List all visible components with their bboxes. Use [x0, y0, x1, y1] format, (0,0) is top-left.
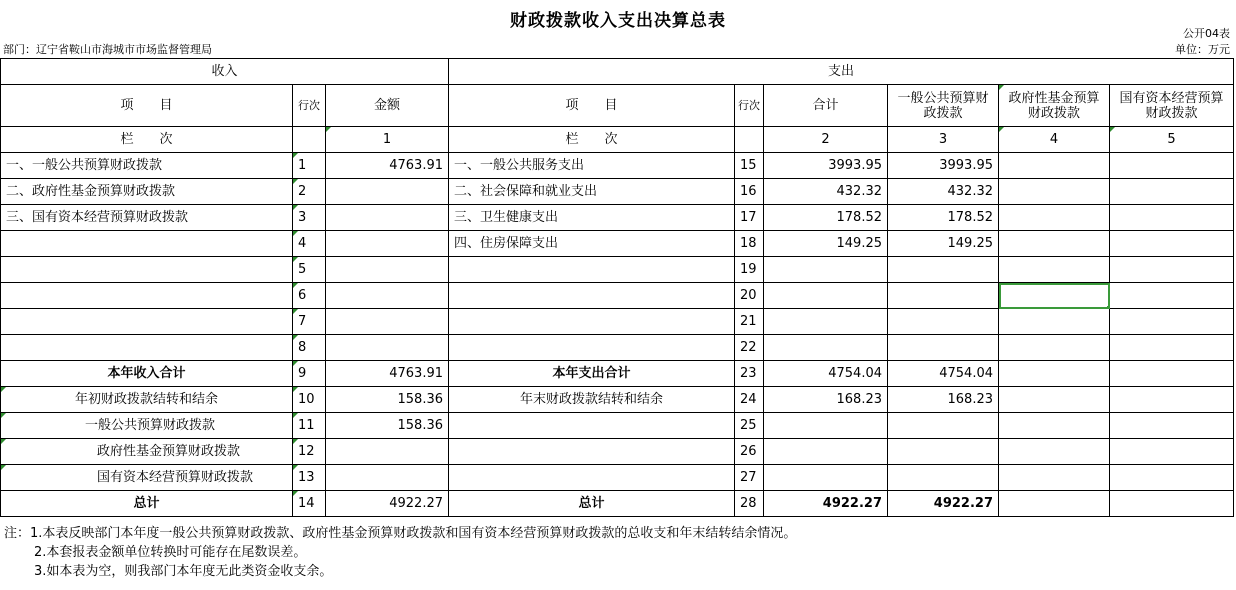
gov-fund-cell[interactable] — [999, 153, 1110, 179]
fiscal-summary-table — [0, 58, 1234, 517]
gov-fund-cell[interactable] — [999, 231, 1110, 257]
general-budget-cell[interactable]: 432.32 — [888, 179, 999, 205]
state-capital-cell[interactable] — [1110, 179, 1234, 205]
state-capital-header[interactable]: 国有资本经营预算财政拨款 — [1110, 85, 1234, 127]
income-item-cell[interactable] — [1, 283, 293, 309]
general-budget-cell[interactable]: 168.23 — [888, 387, 999, 413]
total-header[interactable]: 合计 — [764, 85, 888, 127]
general-budget-cell[interactable] — [888, 439, 999, 465]
income-item-cell[interactable]: 一般公共预算财政拨款 — [1, 413, 293, 439]
expense-total-cell[interactable]: 168.23 — [764, 387, 888, 413]
gov-fund-cell[interactable] — [999, 335, 1110, 361]
table-row — [1, 413, 1234, 439]
table-row — [1, 283, 1234, 309]
empty-cell[interactable] — [293, 127, 326, 153]
income-row-no-cell[interactable]: 9 — [293, 361, 326, 387]
expense-total-cell[interactable]: 4922.27 — [764, 491, 888, 517]
amount-header[interactable]: 金额 — [326, 85, 449, 127]
form-code: 公开04表 — [1183, 27, 1230, 40]
expense-total-cell[interactable]: 432.32 — [764, 179, 888, 205]
income-row-no-cell[interactable]: 7 — [293, 309, 326, 335]
general-budget-cell[interactable]: 178.52 — [888, 205, 999, 231]
income-amount-cell[interactable] — [326, 439, 449, 465]
gov-fund-cell[interactable] — [999, 205, 1110, 231]
general-budget-cell[interactable] — [888, 465, 999, 491]
table-row — [1, 439, 1234, 465]
expense-item-cell[interactable] — [449, 439, 735, 465]
table-row — [1, 361, 1234, 387]
income-amount-cell[interactable] — [326, 179, 449, 205]
income-item-cell[interactable]: 年初财政拨款结转和结余 — [1, 387, 293, 413]
expense-row-no-cell[interactable]: 22 — [735, 335, 764, 361]
expense-item-cell[interactable]: 一、一般公共服务支出 — [449, 153, 735, 179]
table-row — [1, 465, 1234, 491]
general-budget-cell[interactable]: 149.25 — [888, 231, 999, 257]
state-capital-cell[interactable] — [1110, 153, 1234, 179]
table-row — [1, 257, 1234, 283]
state-capital-cell[interactable] — [1110, 465, 1234, 491]
expense-item-cell[interactable]: 总计 — [449, 491, 735, 517]
lanci-label[interactable]: 栏 次 — [449, 127, 735, 153]
state-capital-cell[interactable] — [1110, 283, 1234, 309]
state-capital-cell[interactable] — [1110, 361, 1234, 387]
state-capital-cell[interactable] — [1110, 205, 1234, 231]
table-row — [1, 153, 1234, 179]
general-budget-cell[interactable]: 4754.04 — [888, 361, 999, 387]
state-capital-cell[interactable] — [1110, 335, 1234, 361]
lanci-label[interactable]: 栏 次 — [1, 127, 293, 153]
general-budget-cell[interactable] — [888, 335, 999, 361]
general-budget-cell[interactable]: 3993.95 — [888, 153, 999, 179]
expense-item-cell[interactable] — [449, 335, 735, 361]
expense-row-no-cell[interactable]: 21 — [735, 309, 764, 335]
income-item-cell[interactable]: 国有资本经营预算财政拨款 — [1, 465, 293, 491]
expense-item-cell[interactable] — [449, 413, 735, 439]
gov-fund-cell[interactable] — [999, 387, 1110, 413]
table-row — [1, 309, 1234, 335]
income-item-header[interactable]: 项 目 — [1, 85, 293, 127]
income-row-no-cell[interactable]: 1 — [293, 153, 326, 179]
expense-item-cell[interactable] — [449, 465, 735, 491]
expense-row-no-cell[interactable]: 17 — [735, 205, 764, 231]
income-item-cell[interactable] — [1, 257, 293, 283]
state-capital-cell[interactable] — [1110, 309, 1234, 335]
expense-total-cell[interactable] — [764, 465, 888, 491]
gov-fund-cell[interactable] — [999, 413, 1110, 439]
state-capital-cell[interactable] — [1110, 439, 1234, 465]
expense-total-cell[interactable]: 3993.95 — [764, 153, 888, 179]
col-number-5[interactable]: 5 — [1110, 127, 1234, 153]
gov-fund-cell[interactable] — [999, 257, 1110, 283]
unit-label: 单位：万元 — [1175, 43, 1230, 56]
income-item-cell[interactable]: 三、国有资本经营预算财政拨款 — [1, 205, 293, 231]
expense-item-cell[interactable]: 四、住房保障支出 — [449, 231, 735, 257]
expense-row-no-cell[interactable]: 15 — [735, 153, 764, 179]
gov-fund-cell[interactable] — [999, 491, 1110, 517]
expense-total-cell[interactable] — [764, 283, 888, 309]
table-row — [1, 335, 1234, 361]
income-amount-cell[interactable]: 4922.27 — [326, 491, 449, 517]
expense-total-cell[interactable] — [764, 257, 888, 283]
expense-row-no-cell[interactable]: 16 — [735, 179, 764, 205]
expense-total-cell[interactable]: 4754.04 — [764, 361, 888, 387]
general-budget-cell[interactable] — [888, 413, 999, 439]
general-budget-cell[interactable] — [888, 309, 999, 335]
income-row-no-cell[interactable]: 10 — [293, 387, 326, 413]
expense-item-cell[interactable]: 二、社会保障和就业支出 — [449, 179, 735, 205]
footnotes — [4, 524, 796, 581]
gov-fund-cell[interactable] — [999, 361, 1110, 387]
income-row-no-cell[interactable]: 11 — [293, 413, 326, 439]
empty-cell[interactable] — [735, 127, 764, 153]
expense-item-cell[interactable] — [449, 283, 735, 309]
gov-fund-cell[interactable] — [999, 179, 1110, 205]
state-capital-cell[interactable] — [1110, 387, 1234, 413]
expense-row-no-cell[interactable]: 19 — [735, 257, 764, 283]
income-item-cell[interactable]: 一、一般公共预算财政拨款 — [1, 153, 293, 179]
expense-row-no-cell[interactable]: 23 — [735, 361, 764, 387]
footnote-3: 3.如本表为空，则我部门本年度无此类资金收支余。 — [34, 564, 333, 579]
expense-total-cell[interactable] — [764, 439, 888, 465]
expense-item-cell[interactable]: 年末财政拨款结转和结余 — [449, 387, 735, 413]
income-amount-cell[interactable] — [326, 335, 449, 361]
col-number-4[interactable]: 4 — [999, 127, 1110, 153]
income-row-no-cell[interactable]: 5 — [293, 257, 326, 283]
income-row-no-cell[interactable]: 13 — [293, 465, 326, 491]
gov-fund-cell[interactable] — [999, 309, 1110, 335]
income-amount-cell[interactable]: 4763.91 — [326, 153, 449, 179]
income-row-no-cell[interactable]: 2 — [293, 179, 326, 205]
income-row-no-cell[interactable]: 6 — [293, 283, 326, 309]
expense-item-cell[interactable] — [449, 257, 735, 283]
state-capital-cell[interactable] — [1110, 413, 1234, 439]
income-row-no-cell[interactable]: 3 — [293, 205, 326, 231]
gov-fund-cell[interactable] — [999, 439, 1110, 465]
footnote-1: 注：1.本表反映部门本年度一般公共预算财政拨款、政府性基金预算财政拨款和国有资本经营预算财政拨款的总收支和年末结转结余情况。 — [4, 526, 797, 541]
expense-total-cell[interactable]: 178.52 — [764, 205, 888, 231]
income-amount-cell[interactable] — [326, 283, 449, 309]
general-budget-cell[interactable]: 4922.27 — [888, 491, 999, 517]
general-budget-header[interactable]: 一般公共预算财政拨款 — [888, 85, 999, 127]
col-number-1[interactable]: 1 — [326, 127, 449, 153]
expense-total-cell[interactable] — [764, 309, 888, 335]
expense-total-cell[interactable] — [764, 335, 888, 361]
income-amount-cell[interactable]: 158.36 — [326, 413, 449, 439]
state-capital-cell[interactable] — [1110, 491, 1234, 517]
expense-row-no-cell[interactable]: 24 — [735, 387, 764, 413]
income-row-no-cell[interactable]: 4 — [293, 231, 326, 257]
expense-row-no-header[interactable]: 行次 — [735, 85, 764, 127]
income-item-cell[interactable]: 总计 — [1, 491, 293, 517]
state-capital-cell[interactable] — [1110, 257, 1234, 283]
expense-row-no-cell[interactable]: 25 — [735, 413, 764, 439]
table-row — [1, 179, 1234, 205]
income-row-no-cell[interactable]: 12 — [293, 439, 326, 465]
expense-row-no-cell[interactable]: 18 — [735, 231, 764, 257]
expense-row-no-cell[interactable]: 26 — [735, 439, 764, 465]
expense-section-header[interactable]: 支出 — [449, 59, 1234, 85]
general-budget-cell[interactable] — [888, 283, 999, 309]
income-row-no-cell[interactable]: 8 — [293, 335, 326, 361]
expense-total-cell[interactable] — [764, 413, 888, 439]
col-number-2[interactable]: 2 — [764, 127, 888, 153]
income-row-no-cell[interactable]: 14 — [293, 491, 326, 517]
col-number-3[interactable]: 3 — [888, 127, 999, 153]
expense-item-cell[interactable] — [449, 309, 735, 335]
expense-item-header[interactable]: 项 目 — [449, 85, 735, 127]
gov-fund-cell[interactable] — [999, 283, 1110, 309]
expense-row-no-cell[interactable]: 20 — [735, 283, 764, 309]
income-item-cell[interactable]: 二、政府性基金预算财政拨款 — [1, 179, 293, 205]
table-row — [1, 205, 1234, 231]
income-row-no-header[interactable]: 行次 — [293, 85, 326, 127]
gov-fund-cell[interactable] — [999, 465, 1110, 491]
state-capital-cell[interactable] — [1110, 231, 1234, 257]
income-item-cell[interactable] — [1, 335, 293, 361]
income-amount-cell[interactable] — [326, 257, 449, 283]
table-row — [1, 231, 1234, 257]
income-item-cell[interactable] — [1, 309, 293, 335]
expense-item-cell[interactable]: 本年支出合计 — [449, 361, 735, 387]
income-amount-cell[interactable]: 4763.91 — [326, 361, 449, 387]
income-amount-cell[interactable] — [326, 465, 449, 491]
income-amount-cell[interactable] — [326, 231, 449, 257]
income-amount-cell[interactable]: 158.36 — [326, 387, 449, 413]
income-item-cell[interactable] — [1, 231, 293, 257]
expense-row-no-cell[interactable]: 28 — [735, 491, 764, 517]
expense-item-cell[interactable]: 三、卫生健康支出 — [449, 205, 735, 231]
income-amount-cell[interactable] — [326, 309, 449, 335]
income-amount-cell[interactable] — [326, 205, 449, 231]
footnote-2: 2.本套报表金额单位转换时可能存在尾数误差。 — [34, 545, 307, 560]
expense-total-cell[interactable]: 149.25 — [764, 231, 888, 257]
general-budget-cell[interactable] — [888, 257, 999, 283]
table-row — [1, 491, 1234, 517]
income-item-cell[interactable]: 本年收入合计 — [1, 361, 293, 387]
expense-row-no-cell[interactable]: 27 — [735, 465, 764, 491]
income-item-cell[interactable]: 政府性基金预算财政拨款 — [1, 439, 293, 465]
department-label: 部门：辽宁省鞍山市海城市市场监督管理局 — [3, 43, 212, 56]
table-row — [1, 387, 1234, 413]
income-section-header[interactable]: 收入 — [1, 59, 449, 85]
gov-fund-header[interactable]: 政府性基金预算财政拨款 — [999, 85, 1110, 127]
report-title: 财政拨款收入支出决算总表 — [510, 11, 726, 31]
